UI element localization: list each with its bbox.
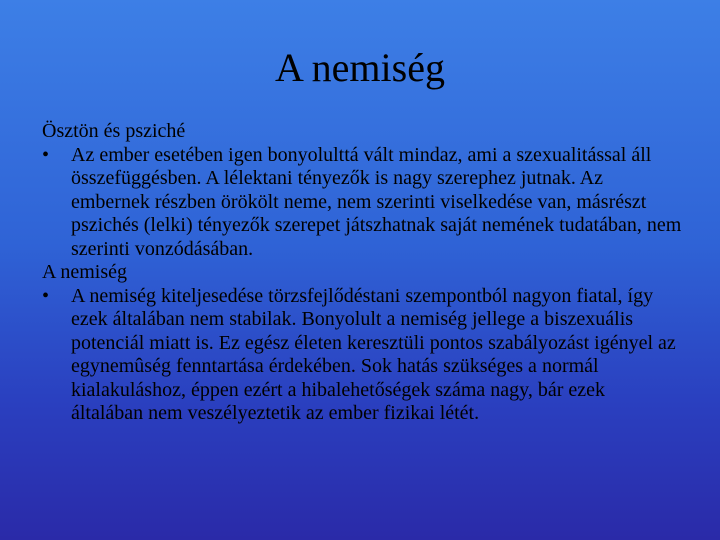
bullet-icon: • — [42, 284, 50, 307]
section-heading-osztön: Ösztön és psziché — [42, 120, 186, 142]
bullet-icon: • — [42, 143, 50, 166]
bullet-item — [42, 144, 682, 262]
bullet-text: Az ember esetében igen bonyolulttá vált mindaz, ami a szexualitással áll összefüggésben. A lélektani tényezők is nagy szerephez jutnak. Az embernek részben örökölt neme, nem szerinti viselkedése van, másrészt pszichés (lelki) tényezők szerepet játszhatnak saját nemének tudatában, nem szerinti vonzódásában. — [71, 143, 682, 260]
slide-content — [42, 120, 682, 426]
section-heading-nemiseg: A nemiség — [42, 261, 127, 283]
bullet-text: A nemiség kiteljesedése törzsfejlődéstani szempontból nagyon fiatal, így ezek általában nem stabilak. Bonyolult a nemiség jellege a biszexuális potenciál miatt is. Ez egész életen keresztüli pontos szabályozást igényel az egynemûség fenntartása érdekében. Sok hatás szükséges a normál kialakuláshoz, éppen ezért a hibalehetőségek száma nagy, bár ezek általában nem veszélyeztetik az ember fizikai létét. — [71, 284, 676, 424]
bullet-item — [42, 285, 682, 426]
slide-title: A nemiség — [275, 45, 445, 90]
